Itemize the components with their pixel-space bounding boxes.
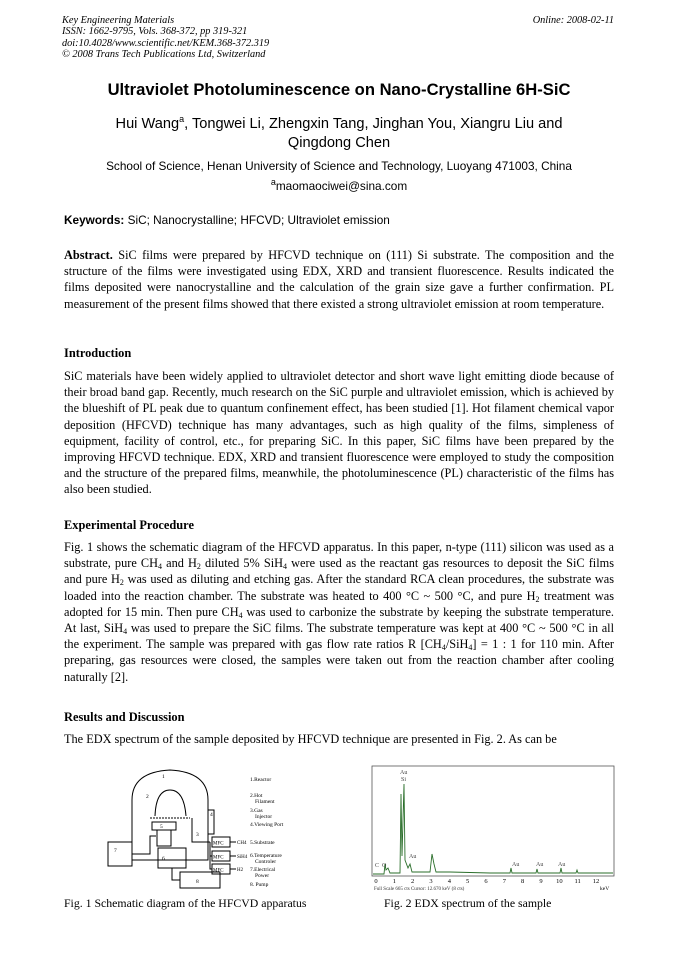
peak-label-au-3: Au xyxy=(512,862,520,868)
x-tick-label: 10 xyxy=(556,878,563,885)
fig1-caption: Fig. 1 Schematic diagram of the HFCVD apparatus xyxy=(64,896,307,910)
callout-5: 5 xyxy=(160,824,163,830)
electrical-power xyxy=(108,842,132,866)
author-first: Hui Wang xyxy=(115,116,180,132)
email-line xyxy=(62,179,616,193)
x-tick-label: 7 xyxy=(502,878,506,885)
mfc-label-2: MFC xyxy=(213,855,224,861)
results-heading: Results and Discussion xyxy=(64,710,185,724)
x-tick-label: 1 xyxy=(392,878,396,885)
substrate xyxy=(152,822,176,830)
legend-6b: Controler xyxy=(255,859,277,865)
legend-4: 4.Viewing Port xyxy=(250,822,284,828)
x-tick-label: 2 xyxy=(411,878,415,885)
abstract xyxy=(64,247,614,312)
fig2-edx-spectrum xyxy=(370,764,616,894)
peak-label-au-5: Au xyxy=(558,862,566,868)
author-line2: Qingdong Chen xyxy=(287,135,391,151)
filament-wire xyxy=(155,790,186,816)
doi-line: doi:10.4028/www.scientific.net/KEM.368-372.319 xyxy=(62,37,270,49)
x-tick-label: 4 xyxy=(447,878,451,885)
intro-heading: Introduction xyxy=(64,346,132,360)
x-tick-label: 5 xyxy=(466,878,470,885)
paper-title: Ultraviolet Photoluminescence on Nano-Crystalline 6H-SiC xyxy=(107,80,571,99)
gas-sih4: SiH4 xyxy=(237,855,248,860)
legend-8: 8. Pump xyxy=(250,882,269,888)
keywords-label: Keywords: xyxy=(64,213,125,227)
abstract-text: SiC films were prepared by HFCVD technique on (111) Si substrate. The composition and the structure of the films were investigated using EDX, XRD and transient fluorescence. Results indicated the films deposited were nanocrystalline and the calculation of the grain size gave a further confirmation. PL measurement of the present films showed that there existed a strong ultraviolet emission at room temperature. xyxy=(64,248,614,311)
callout-1: 1 xyxy=(162,774,165,780)
pump-line xyxy=(172,868,180,880)
experimental-heading: Experimental Procedure xyxy=(64,518,194,532)
legend-6: 6.Temperature xyxy=(250,853,282,859)
legend-7: 7.Electrical xyxy=(250,867,276,873)
x-unit: keV xyxy=(600,886,610,892)
peak-label-si: Si xyxy=(401,777,407,783)
fig1-schematic xyxy=(100,760,330,892)
keywords-text: SiC; Nanocrystalline; HFCVD; Ultraviolet emission xyxy=(127,213,390,227)
journal-name: Key Engineering Materials xyxy=(62,15,175,26)
x-tick-label: 3 xyxy=(429,878,433,885)
peak-label-au-4: Au xyxy=(536,862,544,868)
callout-6: 6 xyxy=(162,856,165,862)
gas-injector xyxy=(192,818,210,842)
mfc-label-1: MFC xyxy=(213,841,224,847)
x-tick-label: 9 xyxy=(539,878,543,885)
callout-7: 7 xyxy=(114,848,117,854)
x-tick-label: 11 xyxy=(574,878,581,885)
issn-line: ISSN: 1662-9795, Vols. 368-372, pp 319-321 xyxy=(62,26,248,38)
x-tick-label: 12 xyxy=(592,878,600,885)
callout-3: 3 xyxy=(196,832,199,838)
peak-label-o: O xyxy=(382,863,387,869)
peak-label-c: C xyxy=(375,863,380,869)
legend-5: 5.Substrate xyxy=(250,840,275,846)
legend-3b: Injector xyxy=(255,814,273,820)
gas-lines xyxy=(230,842,236,869)
x-tick-label: 8 xyxy=(521,878,525,885)
legend-2: 2.Hot xyxy=(250,793,263,799)
journal-header xyxy=(62,15,269,61)
gas-ch4: CH4 xyxy=(237,841,247,846)
results-text: The EDX spectrum of the sample deposited by HFCVD technique are presented in Fig. 2. As can be xyxy=(64,732,557,746)
keywords xyxy=(64,213,390,227)
x-tick-label: 0 xyxy=(374,878,378,885)
callout-2: 2 xyxy=(146,794,149,800)
fig2-caption: Fig. 2 EDX spectrum of the sample xyxy=(384,896,552,910)
edx-footer: Full Scale 665 cts Cursor: 12.670 keV (8 cts) xyxy=(374,887,465,892)
gas-h2: H2 xyxy=(237,868,244,873)
affiliation: School of Science, Henan University of Science and Technology, Luoyang 471003, China xyxy=(106,159,572,173)
power-wire xyxy=(132,836,156,854)
author-list xyxy=(62,115,616,153)
peak-label-au: Au xyxy=(400,770,408,776)
callout-4: 4 xyxy=(210,812,213,818)
legend-3: 3.Gas xyxy=(250,808,263,814)
mfc-label-3: MFC xyxy=(213,868,224,874)
legend-7b: Power xyxy=(255,873,270,879)
online-date: Online: 2008-02-11 xyxy=(532,15,614,26)
copyright-line: © 2008 Trans Tech Publications Ltd, Switzerland xyxy=(62,49,266,61)
experimental-text: Fig. 1 shows the schematic diagram of the HFCVD apparatus. In this paper, n-type (111) silicon was used as a substrate, pure $CH_4$ and $H_2$ diluted 5% SiH$_4$ were used as the reactant gas resources to deposit the SiC films and pure $H_2$ was used as diluting and etching gas. After the standard RCA clean procedures, the substrate was loaded into the reaction chamber. The substrate was heated to 400 °C ~ 500 °C, and pure $H_2$ treatment was adopted for 15 min. Then pure $CH_4$ was used to carbonize the substrate by keeping the substrate temperature. At last, SiH$_4$ was used to prepare the SiC films. The substrate temperature was kept at 400 °C ~ 500 °C in all the experiment. The sample was prepared with gas flow rate ratios R $[CH_4/SiH_4] = 1$ : 1 for 110 min. After preparing, gas resources were closed, the samples were taken out from the reaction chamber after cooling naturally [2]. xyxy=(64,540,614,684)
substrate-holder xyxy=(157,830,171,846)
legend-2b: Filament xyxy=(255,799,275,805)
legend-1: 1.Reactor xyxy=(250,777,272,783)
author-rest: , Tongwei Li, Zhengxin Tang, Jinghan You, Xiangru Liu and xyxy=(184,116,563,132)
x-tick-label: 6 xyxy=(484,878,488,885)
abstract-label: Abstract. xyxy=(64,248,113,262)
author-sup: a xyxy=(179,114,185,125)
x-tick-labels xyxy=(374,878,599,885)
email-address: maomaociwei@sina.com xyxy=(275,179,408,193)
peak-label-au-2: Au xyxy=(409,854,417,860)
callout-8: 8 xyxy=(196,879,199,885)
email-sup: a xyxy=(270,177,276,188)
intro-text: SiC materials have been widely applied to ultraviolet detector and short wave light emitting diode because of their broad band gap. Recently, much research on the SiC purple and ultraviolet emission, which is achieved by the blueshift of PL peak due to quantum confinement effect, has been studied [1]. Hot filament chemical vapor deposition (HFCVD) technique has many advantages, such as high quality of the films, simpleness of equipment, facility of control, etc., for preparing SiC. In this paper, SiC films have been prepared by the improving HFCVD technique. EDX, XRD and transient fluorescence were employed to study the composition and the structure of the prepared films, meanwhile, the photoluminescence (PL) characteristic of the films has also been studied. xyxy=(64,369,614,497)
